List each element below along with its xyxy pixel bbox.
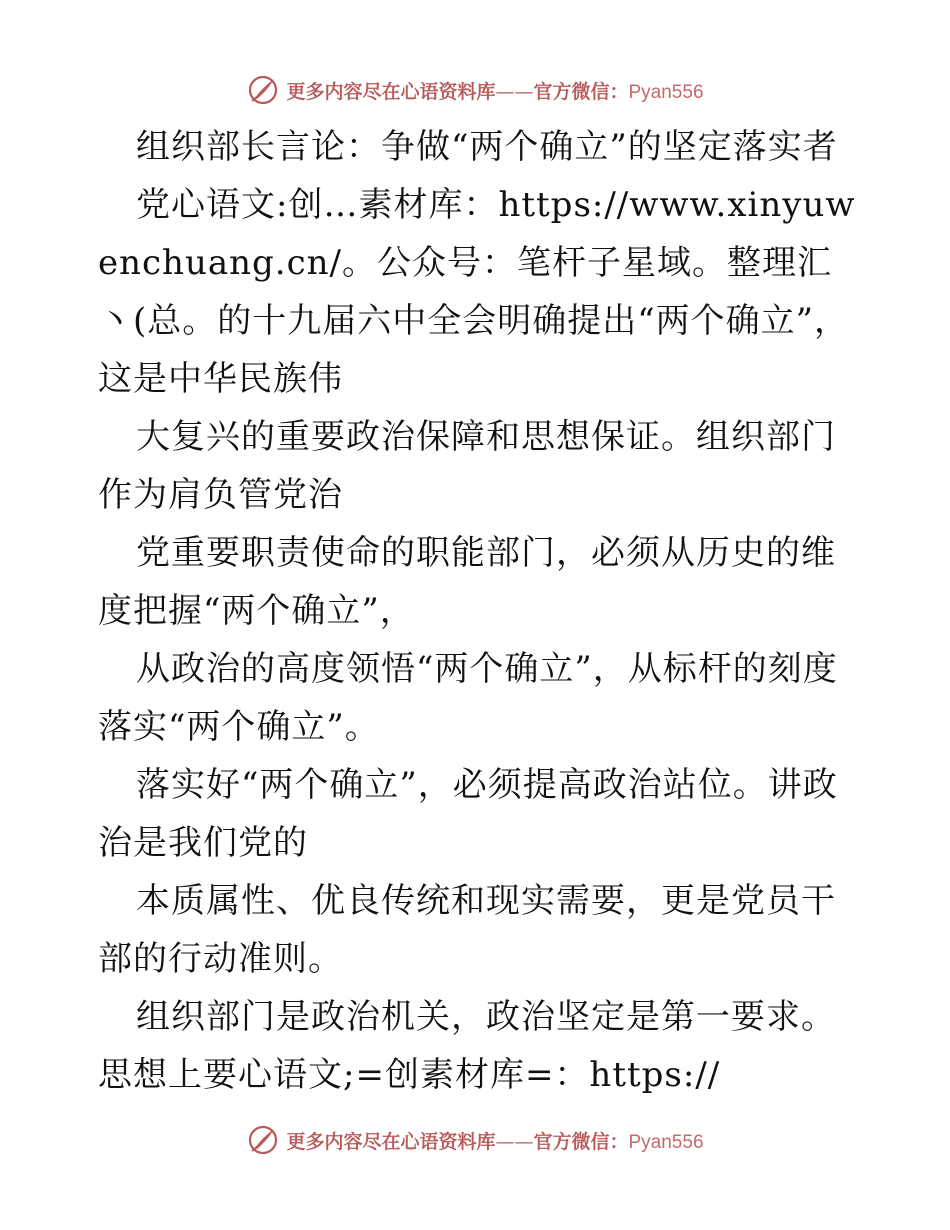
document-body [98,118,858,1104]
watermark-wechat-id: Pyan556 [628,81,704,103]
paragraph-4: 从政治的高度领悟“两个确立”，从标杆的刻度落实“两个确立”。 [98,649,838,747]
paragraph-5: 落实好“两个确立”，必须提高政治站位。讲政治是我们党的 [98,765,838,863]
watermark-main-text: 更多内容尽在心语资料库 [286,1130,496,1153]
footer-watermark [0,1120,950,1160]
quill-logo-icon [246,1123,280,1157]
watermark-text [286,1127,703,1154]
watermark-separator: —— [495,1130,534,1153]
watermark-suffix-text: 官方微信： [533,80,629,103]
paragraph-2: 大复兴的重要政治保障和思想保证。组织部门作为肩负管党治 [98,417,836,515]
paragraph-3: 党重要职责使命的职能部门，必须从历史的维度把握“两个确立”， [98,533,836,631]
document-title: 组织部长言论：争做“两个确立”的坚定落实者 [136,127,838,167]
watermark-suffix-text: 官方微信： [533,1130,629,1153]
watermark-text [286,77,703,104]
paragraph-1: 党心语文:创…素材库：https://www.xinyuwenchuang.cn/。公众号：笔杆子星域。整理汇丶(总。的十九届六中全会明确提出“两个确立”，这是中华民族伟 [98,185,856,399]
paragraph-6: 本质属性、优良传统和现实需要，更是党员干部的行动准则。 [98,881,836,979]
quill-logo-icon [246,73,280,107]
header-watermark [0,70,950,110]
paragraph-7: 组织部门是政治机关，政治坚定是第一要求。思想上要心语文;=创素材库=：https:// [98,997,836,1095]
watermark-separator: —— [495,80,534,103]
watermark-wechat-id: Pyan556 [628,1131,704,1153]
watermark-main-text: 更多内容尽在心语资料库 [286,80,496,103]
